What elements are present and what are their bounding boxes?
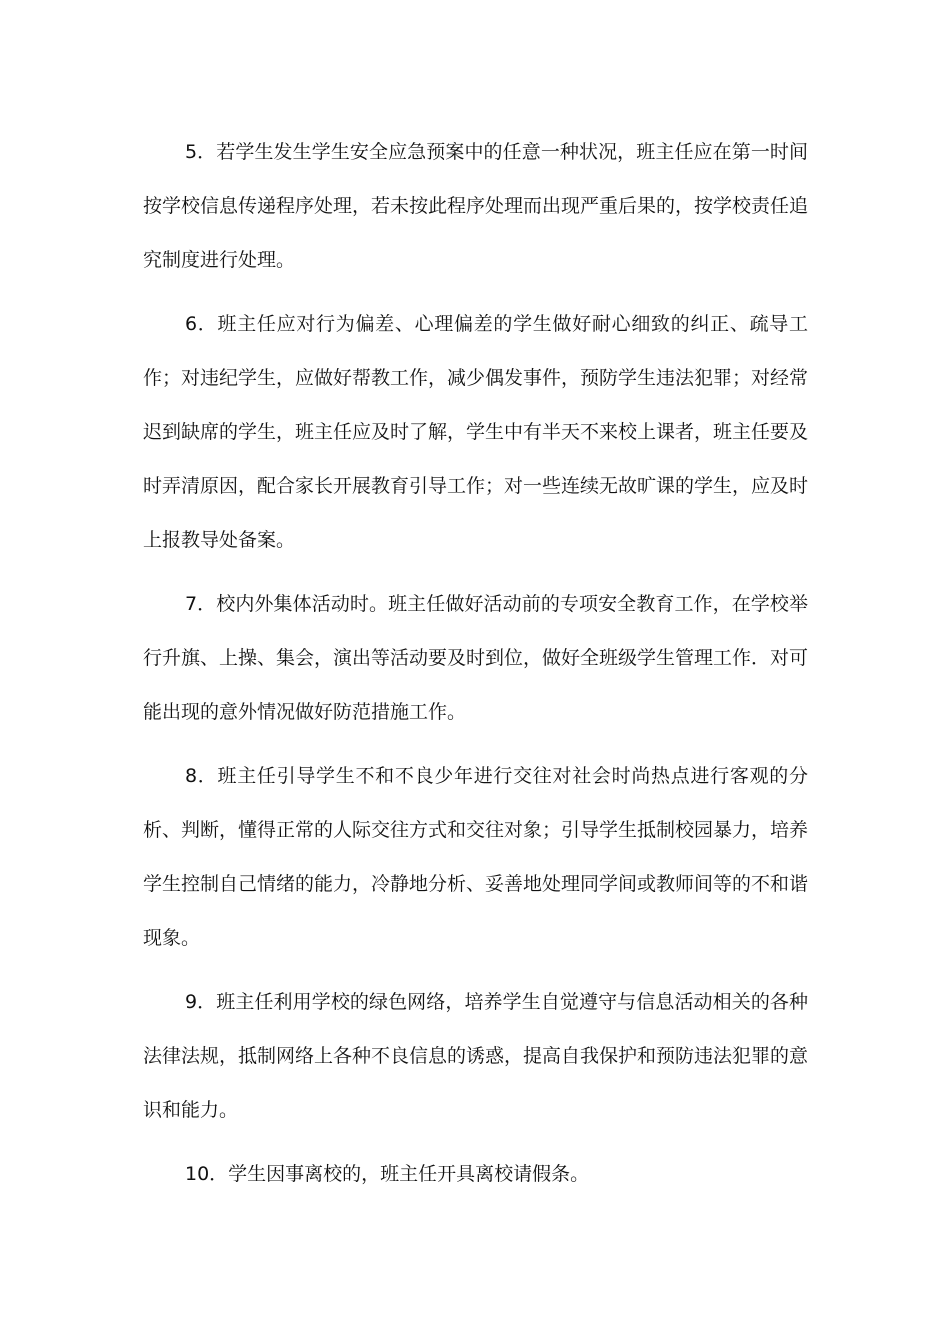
paragraph-item-10: 10．学生因事离校的，班主任开具离校请假条。: [185, 1163, 590, 1185]
paragraph-item-7: 7．校内外集体活动时。班主任做好活动前的专项安全教育工作，在学校举行升旗、上操、集会，演出等活动要及时到位，做好全班级学生管理工作．对可能出现的意外情况做好防范措施工作。: [143, 593, 809, 723]
paragraph-item-6: 6．班主任应对行为偏差、心理偏差的学生做好耐心细致的纠正、疏导工作；对违纪学生，应做好帮教工作，减少偶发事件，预防学生违法犯罪；对经常迟到缺席的学生，班主任应及时了解，学生中有半天不来校上课者，班主任要及时弄清原因，配合家长开展教育引导工作；对一些连续无故旷课的学生，应及时上报教导处备案。: [143, 313, 809, 551]
paragraph-item-5: 5．若学生发生学生安全应急预案中的任意一种状况，班主任应在第一时间按学校信息传递程序处理，若未按此程序处理而出现严重后果的，按学校责任追究制度进行处理。: [143, 141, 809, 271]
paragraph-item-8: 8．班主任引导学生不和不良少年进行交往对社会时尚热点进行客观的分析、判断，懂得正常的人际交往方式和交往对象；引导学生抵制校园暴力，培养学生控制自己情绪的能力，冷静地分析、妥善地处理同学间或教师间等的不和谐现象。: [143, 765, 809, 949]
paragraph-item-9: 9．班主任利用学校的绿色网络，培养学生自觉遵守与信息活动相关的各种法律法规，抵制网络上各种不良信息的诱惑，提高自我保护和预防违法犯罪的意识和能力。: [143, 991, 809, 1121]
document-body: [143, 125, 808, 1211]
